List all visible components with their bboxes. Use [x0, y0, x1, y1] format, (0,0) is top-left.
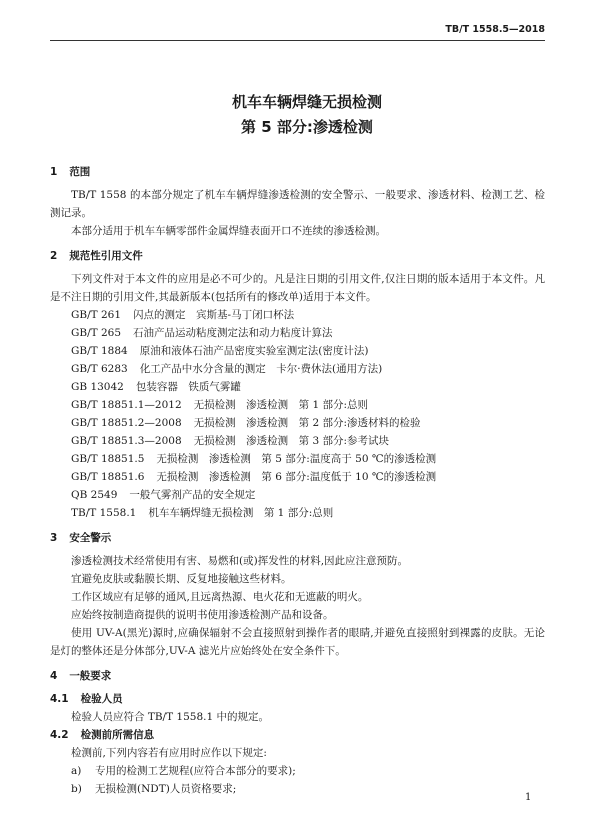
reference-item	[50, 450, 545, 468]
reference-code: GB/T 18851.3—2008	[71, 435, 182, 447]
reference-title: 无损检测 渗透检测 第 5 部分:温度高于 50 ℃的渗透检测	[156, 453, 437, 465]
list-item	[50, 780, 545, 798]
header-rule	[50, 40, 545, 41]
section-heading-safety-warning	[50, 529, 545, 547]
reference-title: 无损检测 渗透检测 第 1 部分:总则	[193, 399, 369, 411]
reference-title: 机车车辆焊缝无损检测 第 1 部分:总则	[148, 507, 334, 519]
title-main: 机车车辆焊缝无损检测	[231, 93, 382, 111]
reference-item	[50, 360, 545, 378]
subsection-number: 4.1	[50, 693, 69, 705]
standard-code-header: TB/T 1558.5—2018	[445, 24, 545, 35]
reference-code: GB 13042	[71, 381, 124, 393]
reference-code: TB/T 1558.1	[71, 507, 137, 519]
section-title: 一般要求	[69, 670, 112, 682]
subsection-heading-pre-inspection-info	[50, 726, 545, 744]
reference-code: GB/T 18851.2—2008	[71, 417, 182, 429]
reference-item	[50, 324, 545, 342]
section-number: 2	[50, 250, 58, 262]
paragraph: 检验人员应符合 TB/T 1558.1 中的规定。	[71, 711, 270, 723]
reference-code: GB/T 1884	[71, 345, 128, 357]
reference-code: GB/T 6283	[71, 363, 128, 375]
reference-title: 石油产品运动粘度测定法和动力粘度计算法	[133, 327, 333, 339]
reference-title: 无损检测 渗透检测 第 2 部分:渗透材料的检验	[193, 417, 421, 429]
section-title: 规范性引用文件	[69, 250, 143, 262]
document-body	[50, 163, 545, 798]
reference-title: 无损检测 渗透检测 第 6 部分:温度低于 10 ℃的渗透检测	[156, 471, 437, 483]
section-heading-scope	[50, 163, 545, 181]
section-heading-general-requirements	[50, 667, 545, 685]
list-item	[50, 762, 545, 780]
reference-code: GB/T 18851.5	[71, 453, 145, 465]
reference-title: 原油和液体石油产品密度实验室测定法(密度计法)	[139, 345, 369, 357]
reference-item	[50, 414, 545, 432]
list-item-text: 专用的检测工艺规程(应符合本部分的要求);	[95, 765, 296, 777]
section-number: 3	[50, 532, 58, 544]
reference-item	[50, 378, 545, 396]
reference-code: GB/T 18851.6	[71, 471, 145, 483]
paragraph: 应始终按制造商提供的说明书使用渗透检测产品和设备。	[71, 609, 334, 621]
reference-title: 化工产品中水分含量的测定 卡尔·费休法(通用方法)	[139, 363, 383, 375]
reference-title: 无损检测 渗透检测 第 3 部分:参考试块	[193, 435, 390, 447]
paragraph: TB/T 1558 的本部分规定了机车车辆焊缝渗透检测的安全警示、一般要求、渗透材料、检测工艺、检测记录。	[50, 189, 545, 219]
reference-title: 一般气雾剂产品的安全规定	[129, 489, 256, 501]
paragraph: 工作区域应有足够的通风,且远离热源、电火花和无遮蔽的明火。	[71, 591, 369, 603]
reference-code: GB/T 261	[71, 309, 122, 321]
paragraph: 检测前,下列内容若有应用时应作以下规定:	[71, 747, 267, 759]
reference-item	[50, 504, 545, 522]
reference-title: 闪点的测定 宾斯基-马丁闭口杯法	[133, 309, 295, 321]
reference-title: 包装容器 铁质气雾罐	[135, 381, 241, 393]
page-number: 1	[525, 792, 532, 803]
reference-item	[50, 432, 545, 450]
paragraph: 本部分适用于机车车辆零部件金属焊缝表面开口不连续的渗透检测。	[71, 225, 386, 237]
reference-item	[50, 486, 545, 504]
paragraph: 渗透检测技术经常使用有害、易燃和(或)挥发性的材料,因此应注意预防。	[71, 555, 409, 567]
list-marker: a)	[71, 765, 82, 777]
reference-code: GB/T 265	[71, 327, 122, 339]
document-title	[0, 90, 614, 140]
subsection-number: 4.2	[50, 729, 69, 741]
section-title: 范围	[69, 166, 91, 178]
reference-code: GB/T 18851.1—2012	[71, 399, 182, 411]
subsection-heading-inspection-personnel	[50, 690, 545, 708]
reference-item	[50, 468, 545, 486]
reference-code: QB 2549	[71, 489, 118, 501]
paragraph: 使用 UV-A(黑光)源时,应确保辐射不会直接照射到操作者的眼睛,并避免直接照射到裸露的皮肤。无论是灯的整体还是分体部分,UV-A 滤光片应始终处在安全条件下。	[50, 627, 545, 657]
section-number: 1	[50, 166, 58, 178]
paragraph: 下列文件对于本文件的应用是必不可少的。凡是注日期的引用文件,仅注日期的版本适用于本文件。凡是不注日期的引用文件,其最新版本(包括所有的修改单)适用于本文件。	[50, 273, 545, 303]
subsection-title: 检测前所需信息	[80, 729, 155, 741]
list-item-text: 无损检测(NDT)人员资格要求;	[95, 783, 237, 795]
paragraph: 宜避免皮肤或黏膜长期、反复地接触这些材料。	[71, 573, 292, 585]
section-heading-normative-references	[50, 247, 545, 265]
subsection-title: 检验人员	[80, 693, 123, 705]
section-title: 安全警示	[69, 532, 112, 544]
section-number: 4	[50, 670, 58, 682]
reference-item	[50, 396, 545, 414]
title-part: 第 5 部分:渗透检测	[241, 118, 373, 136]
reference-item	[50, 342, 545, 360]
reference-item	[50, 306, 545, 324]
list-marker: b)	[71, 783, 82, 795]
